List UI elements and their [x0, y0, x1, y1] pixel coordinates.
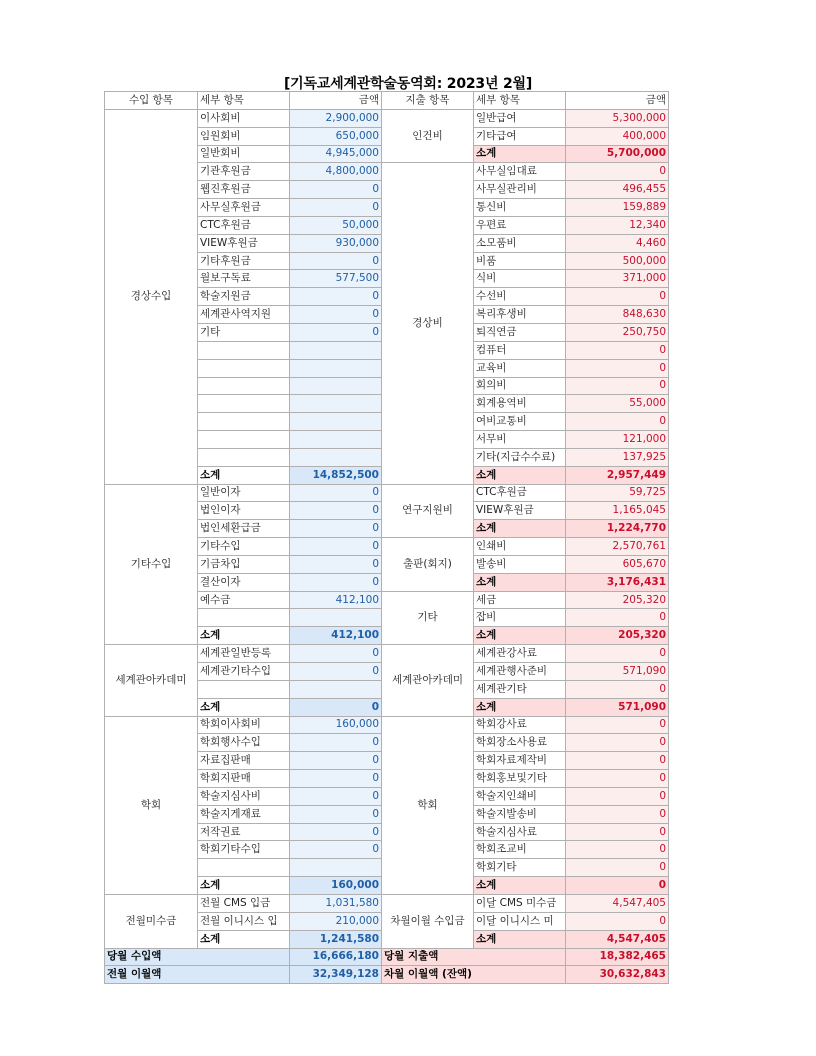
- expense-item-label: 잡비: [474, 609, 566, 627]
- expense-item-amount: 121,000: [566, 431, 669, 449]
- table-row: [105, 894, 669, 912]
- expense-item-label: 회의비: [474, 377, 566, 395]
- income-subtotal-value: 0: [290, 698, 382, 716]
- expense-item-label: 교육비: [474, 359, 566, 377]
- income-item-amount: 4,800,000: [290, 163, 382, 181]
- income-item-amount: [290, 431, 382, 449]
- income-item-label: [198, 359, 290, 377]
- income-item-amount: 650,000: [290, 127, 382, 145]
- expense-item-label: 세계관기타: [474, 680, 566, 698]
- income-category: 전월미수금: [105, 894, 198, 948]
- income-item-amount: 2,900,000: [290, 109, 382, 127]
- expense-item-label: 이달 CMS 미수금: [474, 894, 566, 912]
- income-item-label: 법인세환급금: [198, 520, 290, 538]
- expense-subtotal-label: 소계: [474, 145, 566, 163]
- income-item-label: [198, 448, 290, 466]
- expense-item-label: 수선비: [474, 288, 566, 306]
- expense-subtotal-value: 1,224,770: [566, 520, 669, 538]
- expense-item-amount: 500,000: [566, 252, 669, 270]
- expense-item-label: 인쇄비: [474, 538, 566, 556]
- expense-subtotal-value: 2,957,449: [566, 466, 669, 484]
- expense-item-label: 학회조교비: [474, 841, 566, 859]
- expense-subtotal-value: 571,090: [566, 698, 669, 716]
- expense-item-amount: 0: [566, 859, 669, 877]
- ledger-table: [104, 91, 669, 984]
- income-item-label: [198, 341, 290, 359]
- expense-item-label: 발송비: [474, 555, 566, 573]
- income-item-amount: 0: [290, 841, 382, 859]
- expense-item-amount: 0: [566, 680, 669, 698]
- expense-subtotal-value: 205,320: [566, 627, 669, 645]
- expense-item-amount: 59,725: [566, 484, 669, 502]
- income-item-amount: 0: [290, 502, 382, 520]
- expense-item-amount: 0: [566, 359, 669, 377]
- income-item-amount: 160,000: [290, 716, 382, 734]
- income-item-label: 세계관일반등록: [198, 645, 290, 663]
- expense-item-label: 세계관강사료: [474, 645, 566, 663]
- income-subtotal-label: 소계: [198, 627, 290, 645]
- income-item-amount: [290, 609, 382, 627]
- income-subtotal-label: 소계: [198, 466, 290, 484]
- expense-item-label: 학술지발송비: [474, 805, 566, 823]
- expense-subtotal-value: 4,547,405: [566, 930, 669, 948]
- income-item-label: [198, 395, 290, 413]
- income-item-amount: 50,000: [290, 216, 382, 234]
- income-item-label: 학회행사수입: [198, 734, 290, 752]
- income-category: 경상수입: [105, 109, 198, 484]
- income-subtotal-value: 1,241,580: [290, 930, 382, 948]
- expense-category: 기타: [382, 591, 474, 645]
- expense-item-amount: 0: [566, 163, 669, 181]
- income-item-label: 학회기타수입: [198, 841, 290, 859]
- expense-item-amount: 0: [566, 645, 669, 663]
- expense-item-label: 우편료: [474, 216, 566, 234]
- income-item-label: 임원회비: [198, 127, 290, 145]
- expense-item-label: 통신비: [474, 199, 566, 217]
- income-item-label: 결산이자: [198, 573, 290, 591]
- income-item-amount: 930,000: [290, 234, 382, 252]
- expense-item-label: 퇴직연금: [474, 323, 566, 341]
- income-item-label: VIEW후원금: [198, 234, 290, 252]
- carry-in-value: 32,349,128: [290, 966, 382, 984]
- expense-item-label: 학회홍보및기타: [474, 770, 566, 788]
- expense-item-label: 기타(지급수수료): [474, 448, 566, 466]
- header-row: [105, 92, 669, 110]
- expense-item-amount: 0: [566, 805, 669, 823]
- expense-item-label: 컴퓨터: [474, 341, 566, 359]
- income-item-label: 기타: [198, 323, 290, 341]
- income-item-amount: 0: [290, 252, 382, 270]
- expense-item-amount: 12,340: [566, 216, 669, 234]
- expense-subtotal-label: 소계: [474, 627, 566, 645]
- income-subtotal-value: 412,100: [290, 627, 382, 645]
- income-item-amount: 210,000: [290, 912, 382, 930]
- expense-item-amount: 0: [566, 341, 669, 359]
- expense-item-amount: 0: [566, 609, 669, 627]
- income-category: 세계관아카데미: [105, 645, 198, 716]
- table-row: [105, 484, 669, 502]
- expense-item-amount: 250,750: [566, 323, 669, 341]
- expense-item-label: 서무비: [474, 431, 566, 449]
- income-item-amount: [290, 377, 382, 395]
- expense-item-amount: 0: [566, 752, 669, 770]
- income-item-amount: 0: [290, 663, 382, 681]
- expense-item-amount: 0: [566, 787, 669, 805]
- income-item-label: 일반이자: [198, 484, 290, 502]
- expense-category: 출판(회지): [382, 538, 474, 592]
- expense-item-amount: 605,670: [566, 555, 669, 573]
- expense-item-label: 학술지심사료: [474, 823, 566, 841]
- expense-item-label: 식비: [474, 270, 566, 288]
- table-row: [105, 109, 669, 127]
- table-row: [105, 645, 669, 663]
- month-income-value: 16,666,180: [290, 948, 382, 966]
- income-subtotal-label: 소계: [198, 698, 290, 716]
- table-row: [105, 716, 669, 734]
- income-subtotal-value: 160,000: [290, 877, 382, 895]
- income-item-label: 일반회비: [198, 145, 290, 163]
- expense-category: 차월이월 수입금: [382, 894, 474, 948]
- expense-subtotal-value: 0: [566, 877, 669, 895]
- expense-item-amount: 496,455: [566, 181, 669, 199]
- month-income-label: 당월 수입액: [105, 948, 290, 966]
- carry-out-value: 30,632,843: [566, 966, 669, 984]
- income-item-label: 기관후원금: [198, 163, 290, 181]
- income-item-label: 세계관사역지원: [198, 306, 290, 324]
- income-category: 학회: [105, 716, 198, 894]
- income-item-label: [198, 680, 290, 698]
- carry-out-label: 차월 이월액 (잔액): [382, 966, 566, 984]
- expense-item-amount: 848,630: [566, 306, 669, 324]
- expense-amount-header: 금액: [566, 92, 669, 110]
- income-item-label: 사무실후원금: [198, 199, 290, 217]
- income-item-label: 법인이자: [198, 502, 290, 520]
- income-item-amount: [290, 448, 382, 466]
- expense-subtotal-value: 3,176,431: [566, 573, 669, 591]
- income-item-label: 이사회비: [198, 109, 290, 127]
- expense-item-amount: 2,570,761: [566, 538, 669, 556]
- expense-item-amount: 159,889: [566, 199, 669, 217]
- expense-subtotal-label: 소계: [474, 573, 566, 591]
- income-item-amount: 0: [290, 306, 382, 324]
- income-item-amount: 0: [290, 823, 382, 841]
- month-expense-value: 18,382,465: [566, 948, 669, 966]
- expense-item-amount: 4,460: [566, 234, 669, 252]
- income-item-amount: 0: [290, 734, 382, 752]
- income-item-label: 예수금: [198, 591, 290, 609]
- expense-detail-header: 세부 항목: [474, 92, 566, 110]
- expense-subtotal-label: 소계: [474, 520, 566, 538]
- income-item-label: CTC후원금: [198, 216, 290, 234]
- carry-row: [105, 966, 669, 984]
- income-item-amount: [290, 341, 382, 359]
- income-item-amount: 0: [290, 645, 382, 663]
- expense-item-label: 학회강사료: [474, 716, 566, 734]
- income-item-label: [198, 413, 290, 431]
- income-category-header: 수입 항목: [105, 92, 198, 110]
- income-item-label: 학술지게재료: [198, 805, 290, 823]
- income-item-label: 학회지판매: [198, 770, 290, 788]
- income-item-label: [198, 609, 290, 627]
- income-category: 기타수입: [105, 484, 198, 645]
- expense-item-label: 세계관행사준비: [474, 663, 566, 681]
- expense-item-amount: 0: [566, 377, 669, 395]
- expense-item-label: 복리후생비: [474, 306, 566, 324]
- income-item-label: [198, 377, 290, 395]
- income-item-amount: 0: [290, 538, 382, 556]
- income-item-label: 웹진후원금: [198, 181, 290, 199]
- income-item-amount: 0: [290, 323, 382, 341]
- expense-subtotal-label: 소계: [474, 466, 566, 484]
- expense-item-label: 학술지인쇄비: [474, 787, 566, 805]
- expense-item-label: 이달 이니시스 미: [474, 912, 566, 930]
- income-item-amount: [290, 359, 382, 377]
- expense-item-amount: 205,320: [566, 591, 669, 609]
- income-item-label: 전월 이니시스 입: [198, 912, 290, 930]
- income-amount-header: 금액: [290, 92, 382, 110]
- expense-item-amount: 0: [566, 841, 669, 859]
- income-item-amount: 0: [290, 805, 382, 823]
- income-item-amount: [290, 680, 382, 698]
- income-item-amount: [290, 859, 382, 877]
- ledger-body: [105, 109, 669, 948]
- income-item-amount: 0: [290, 288, 382, 306]
- income-item-amount: 0: [290, 199, 382, 217]
- income-item-amount: 412,100: [290, 591, 382, 609]
- expense-item-amount: 0: [566, 413, 669, 431]
- expense-item-amount: 400,000: [566, 127, 669, 145]
- carry-in-label: 전월 이월액: [105, 966, 290, 984]
- expense-item-amount: 0: [566, 770, 669, 788]
- income-subtotal-label: 소계: [198, 930, 290, 948]
- expense-item-amount: 55,000: [566, 395, 669, 413]
- income-item-amount: [290, 413, 382, 431]
- expense-item-amount: 4,547,405: [566, 894, 669, 912]
- expense-item-label: 세금: [474, 591, 566, 609]
- expense-item-amount: 0: [566, 716, 669, 734]
- expense-item-label: 여비교통비: [474, 413, 566, 431]
- expense-category: 경상비: [382, 163, 474, 484]
- expense-item-label: 학회기타: [474, 859, 566, 877]
- expense-item-label: 기타급여: [474, 127, 566, 145]
- income-item-amount: 0: [290, 787, 382, 805]
- expense-subtotal-label: 소계: [474, 877, 566, 895]
- month-expense-label: 당월 지출액: [382, 948, 566, 966]
- income-detail-header: 세부 항목: [198, 92, 290, 110]
- income-item-label: 학회이사회비: [198, 716, 290, 734]
- income-item-label: 학술지심사비: [198, 787, 290, 805]
- expense-item-label: 사무실임대료: [474, 163, 566, 181]
- expense-category-header: 지출 항목: [382, 92, 474, 110]
- income-item-label: [198, 859, 290, 877]
- income-item-amount: 0: [290, 484, 382, 502]
- month-total-row: [105, 948, 669, 966]
- expense-item-amount: 5,300,000: [566, 109, 669, 127]
- expense-category: 인건비: [382, 109, 474, 163]
- income-item-label: 월보구독료: [198, 270, 290, 288]
- income-item-label: 저작권료: [198, 823, 290, 841]
- income-item-amount: 0: [290, 520, 382, 538]
- income-subtotal-label: 소계: [198, 877, 290, 895]
- income-item-amount: 0: [290, 181, 382, 199]
- income-item-label: 학술지원금: [198, 288, 290, 306]
- income-item-label: 기타후원금: [198, 252, 290, 270]
- expense-item-amount: 1,165,045: [566, 502, 669, 520]
- income-item-label: [198, 431, 290, 449]
- expense-item-amount: 0: [566, 288, 669, 306]
- income-item-label: 자료집판매: [198, 752, 290, 770]
- expense-item-label: 학회장소사용료: [474, 734, 566, 752]
- income-item-amount: 1,031,580: [290, 894, 382, 912]
- income-item-label: 기타수입: [198, 538, 290, 556]
- income-item-amount: 0: [290, 555, 382, 573]
- expense-category: 세계관아카데미: [382, 645, 474, 716]
- expense-subtotal-value: 5,700,000: [566, 145, 669, 163]
- expense-item-amount: 371,000: [566, 270, 669, 288]
- income-item-amount: 0: [290, 573, 382, 591]
- page-title: [기독교세계관학술동역회: 2023년 2월]: [283, 76, 533, 92]
- expense-category: 연구지원비: [382, 484, 474, 538]
- income-item-amount: 0: [290, 752, 382, 770]
- income-subtotal-value: 14,852,500: [290, 466, 382, 484]
- expense-item-amount: 0: [566, 912, 669, 930]
- expense-item-label: 소모품비: [474, 234, 566, 252]
- expense-subtotal-label: 소계: [474, 698, 566, 716]
- income-item-amount: 4,945,000: [290, 145, 382, 163]
- expense-subtotal-label: 소계: [474, 930, 566, 948]
- income-item-label: 세계관기타수입: [198, 663, 290, 681]
- expense-item-amount: 571,090: [566, 663, 669, 681]
- expense-item-label: 비품: [474, 252, 566, 270]
- income-item-amount: 0: [290, 770, 382, 788]
- expense-item-amount: 137,925: [566, 448, 669, 466]
- expense-item-amount: 0: [566, 823, 669, 841]
- expense-item-amount: 0: [566, 734, 669, 752]
- expense-item-label: 일반급여: [474, 109, 566, 127]
- expense-item-label: 회계용역비: [474, 395, 566, 413]
- expense-item-label: VIEW후원금: [474, 502, 566, 520]
- expense-item-label: 학회자료제작비: [474, 752, 566, 770]
- income-item-amount: [290, 395, 382, 413]
- expense-category: 학회: [382, 716, 474, 894]
- expense-item-label: CTC후원금: [474, 484, 566, 502]
- income-item-label: 기금차입: [198, 555, 290, 573]
- income-item-label: 전월 CMS 입금: [198, 894, 290, 912]
- income-item-amount: 577,500: [290, 270, 382, 288]
- expense-item-label: 사무실관리비: [474, 181, 566, 199]
